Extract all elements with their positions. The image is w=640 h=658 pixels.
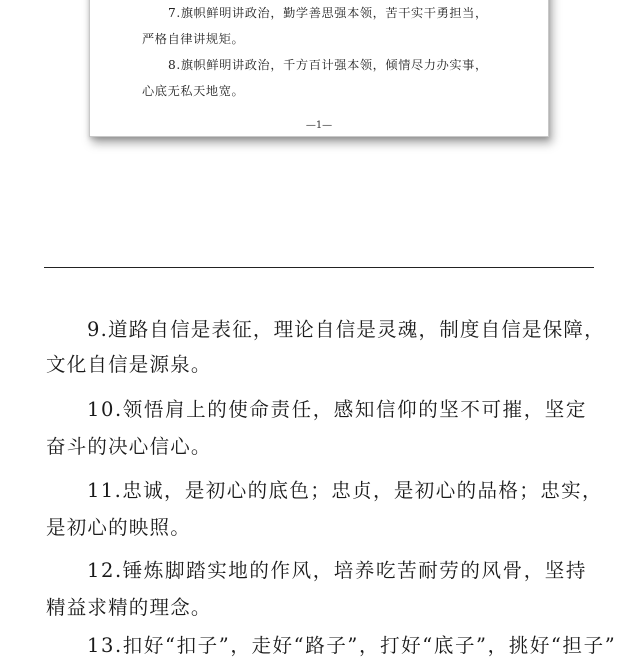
body-line-12: 12.锤炼脚踏实地的作风，培养吃苦耐劳的风骨，坚持 xyxy=(87,559,588,582)
body-line-10-cont: 奋斗的决心信心。 xyxy=(46,435,212,458)
preview-line-7: 7.旗帜鲜明讲政治，勤学善思强本领，苦干实干勇担当， xyxy=(168,6,488,20)
page-number: —1— xyxy=(305,120,333,131)
body-line-12-cont: 精益求精的理念。 xyxy=(46,596,212,619)
preview-line-8: 8.旗帜鲜明讲政治，千方百计强本领，倾情尽力办实事， xyxy=(168,58,488,72)
preview-line-8-cont: 心底无私天地宽。 xyxy=(142,84,245,98)
body-line-9-cont: 文化自信是源泉。 xyxy=(46,353,212,376)
body-line-13: 13.扣好“扣子”，走好“路子”，打好“底子”，挑好“担子” xyxy=(87,634,617,657)
previous-page-preview xyxy=(89,0,549,137)
preview-line-7-cont: 严格自律讲规矩。 xyxy=(142,32,245,46)
body-line-9: 9.道路自信是表征，理论自信是灵魂，制度自信是保障， xyxy=(87,318,605,341)
body-line-11-cont: 是初心的映照。 xyxy=(46,516,191,539)
section-divider xyxy=(44,267,594,268)
body-line-10: 10.领悟肩上的使命责任，感知信仰的坚不可摧，坚定 xyxy=(87,398,588,421)
body-line-11: 11.忠诚，是初心的底色；忠贞，是初心的品格；忠实， xyxy=(87,479,603,502)
